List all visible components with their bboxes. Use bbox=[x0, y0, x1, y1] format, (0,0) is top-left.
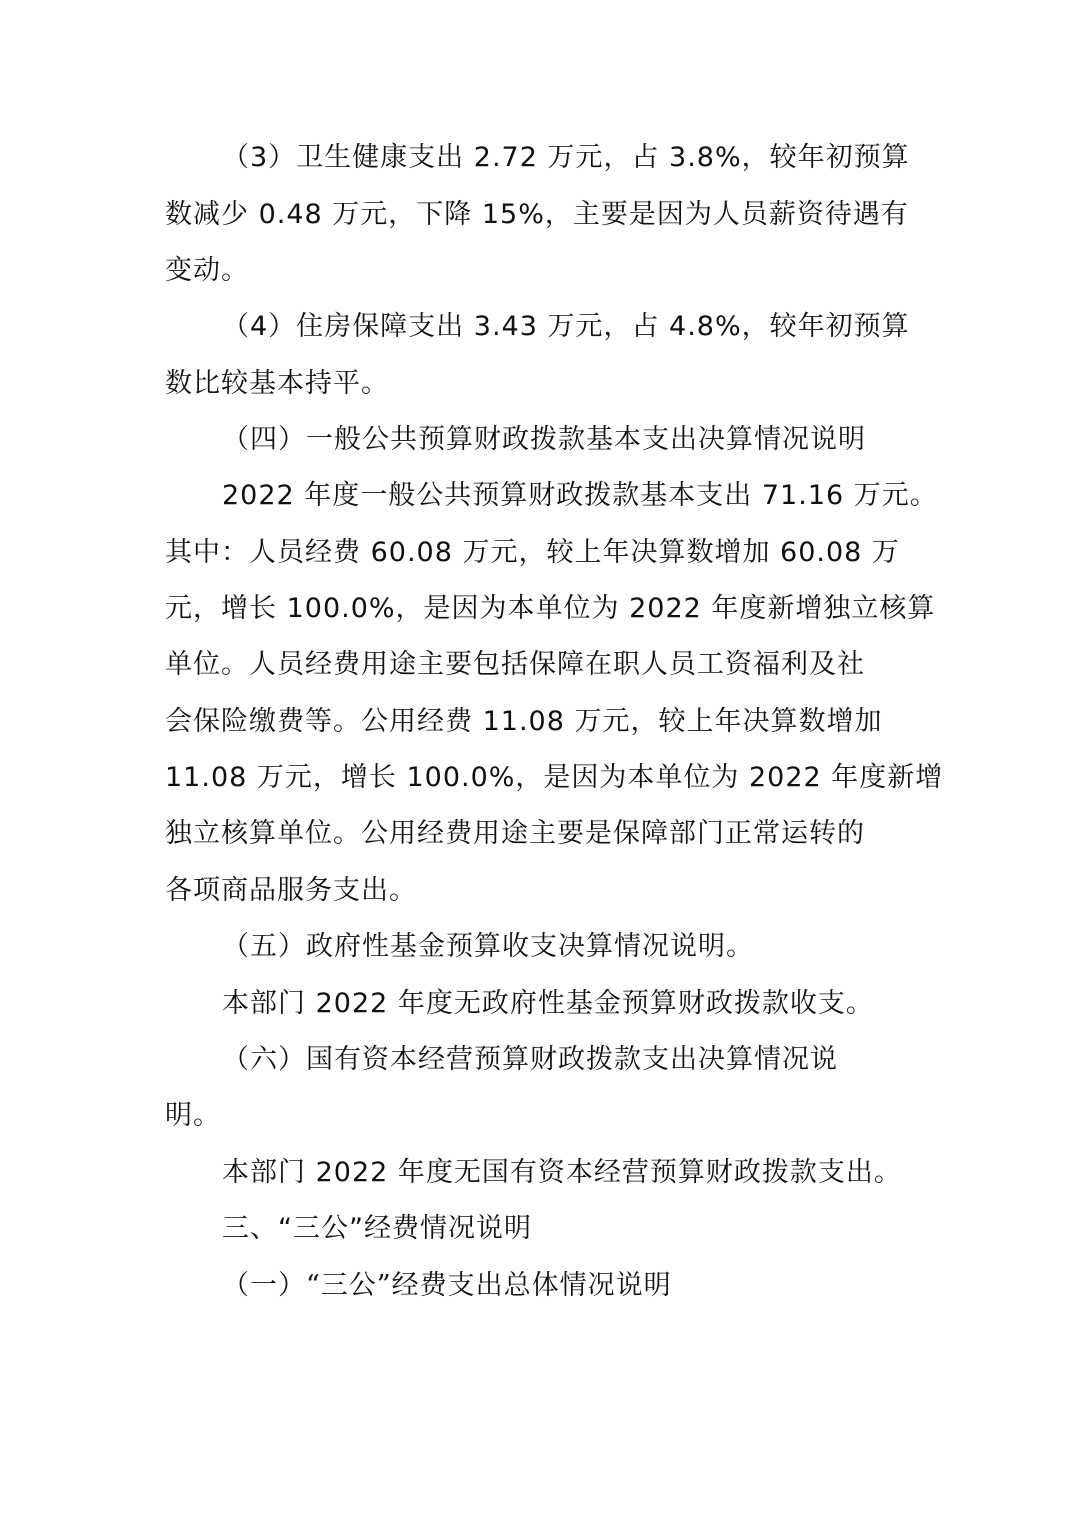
paragraph-line: 数比较基本持平。 bbox=[165, 368, 389, 399]
chapter-heading: 三、“三公”经费情况说明 bbox=[222, 1213, 532, 1244]
paragraph-line: 数减少 0.48 万元，下降 15%，主要是因为人员薪资待遇有 bbox=[165, 199, 909, 230]
paragraph-line: （3）卫生健康支出 2.72 万元，占 3.8%，较年初预算 bbox=[222, 142, 910, 173]
section-heading: （六）国有资本经营预算财政拨款支出决算情况说 bbox=[222, 1044, 838, 1075]
paragraph-line: 单位。人员经费用途主要包括保障在职人员工资福利及社 bbox=[165, 649, 865, 680]
paragraph-line: 2022 年度一般公共预算财政拨款基本支出 71.16 万元。 bbox=[222, 480, 938, 511]
section-heading: （一）“三公”经费支出总体情况说明 bbox=[222, 1270, 672, 1301]
paragraph-line: 本部门 2022 年度无政府性基金预算财政拨款收支。 bbox=[222, 988, 874, 1019]
section-heading: （五）政府性基金预算收支决算情况说明。 bbox=[222, 931, 754, 962]
paragraph-line: 元，增长 100.0%，是因为本单位为 2022 年度新增独立核算 bbox=[165, 593, 936, 624]
paragraph-line: （4）住房保障支出 3.43 万元，占 4.8%，较年初预算 bbox=[222, 311, 910, 342]
paragraph-line: 11.08 万元，增长 100.0%，是因为本单位为 2022 年度新增 bbox=[165, 762, 944, 793]
paragraph-line: 独立核算单位。公用经费用途主要是保障部门正常运转的 bbox=[165, 818, 865, 849]
paragraph-line: 本部门 2022 年度无国有资本经营预算财政拨款支出。 bbox=[222, 1157, 902, 1188]
paragraph-line: 各项商品服务支出。 bbox=[165, 875, 417, 906]
paragraph-line: 其中：人员经费 60.08 万元，较上年决算数增加 60.08 万 bbox=[165, 537, 900, 568]
paragraph-line: 会保险缴费等。公用经费 11.08 万元，较上年决算数增加 bbox=[165, 706, 883, 737]
section-heading: （四）一般公共预算财政拨款基本支出决算情况说明 bbox=[222, 424, 866, 455]
paragraph-line: 变动。 bbox=[165, 255, 249, 286]
paragraph-line: 明。 bbox=[165, 1100, 221, 1131]
